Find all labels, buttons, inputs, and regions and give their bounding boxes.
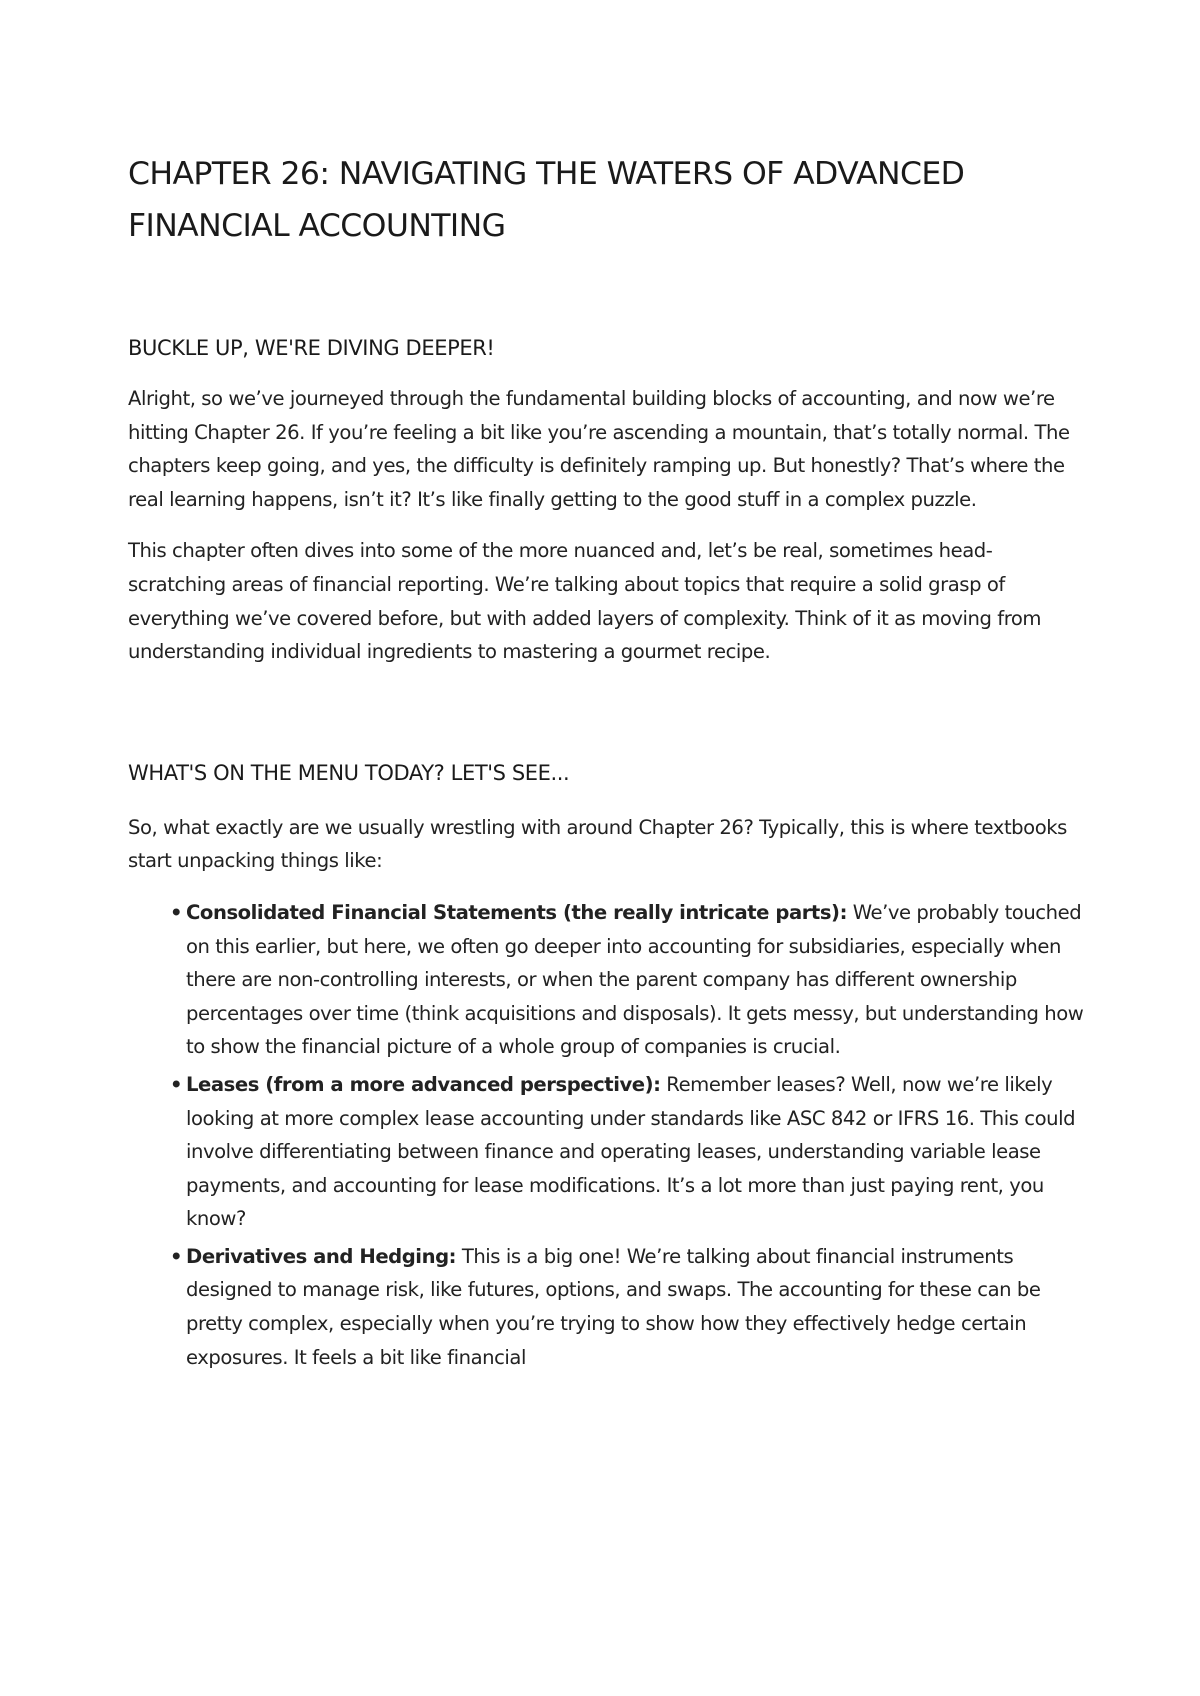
list-item-derivatives [170, 1240, 1088, 1374]
chapter-title: CHAPTER 26: NAVIGATING THE WATERS OF ADVANCED FINANCIAL ACCOUNTING [128, 156, 965, 244]
document-page [128, 148, 1088, 1378]
body-paragraph-intro: Alright, so we’ve journeyed through the fundamental building blocks of accounting, and now we’re hitting Chapter 26. If you’re feeling a bit like you’re ascending a mountain, that’s totally normal. The chapters keep going, and yes, the difficulty is definitely ramping up. But honestly? That’s where the real learning happens, isn’t it? It’s like finally getting to the good stuff in a complex puzzle. [128, 387, 1070, 511]
section-heading-menu: WHAT'S ON THE MENU TODAY? LET'S SEE... [128, 760, 570, 785]
topic-list [128, 896, 1088, 1374]
list-item-text: Remember leases? Well, now we’re likely looking at more complex lease accounting under standards like ASC 842 or IFRS 16. This could involve differentiating between finance and operating leases, understanding variable lease payments, and accounting for lease modifications. It’s a lot more than just paying rent, you know? [186, 1072, 1076, 1231]
list-item-text: We’ve probably touched on this earlier, but here, we often go deeper into accounting for subsidiaries, especially when there are non-controlling interests, or when the parent company has different ownership percentages over time (think acquisitions and disposals). It gets messy, but understanding how to show the financial picture of a whole group of companies is crucial. [186, 900, 1084, 1059]
bullet-marker: • [170, 900, 183, 924]
list-item-leases [170, 1068, 1088, 1236]
list-item-text: This is a big one! We’re talking about financial instruments designed to manage risk, like futures, options, and swaps. The accounting for these can be pretty complex, especially when you’re trying to show how they effectively hedge certain exposures. It feels a bit like financial [186, 1244, 1041, 1369]
bullet-marker: • [170, 1244, 183, 1268]
list-item-term: Consolidated Financial Statements (the really intricate parts): [186, 900, 847, 924]
section-heading-buckle-up: BUCKLE UP, WE'RE DIVING DEEPER! [128, 336, 495, 360]
list-item-term: Derivatives and Hedging: [186, 1244, 457, 1268]
body-paragraph-topics-intro: So, what exactly are we usually wrestling with around Chapter 26? Typically, this is where textbooks start unpacking things like: [128, 815, 1067, 873]
bullet-marker: • [170, 1072, 183, 1096]
list-item-term: Leases (from a more advanced perspective): [186, 1072, 661, 1096]
list-item-consolidated [170, 896, 1088, 1064]
body-paragraph-nuanced: This chapter often dives into some of the more nuanced and, let’s be real, sometimes head-scratching areas of financial reporting. We’re talking about topics that require a solid grasp of everything we’ve covered before, but with added layers of complexity. Think of it as moving from understanding individual ingredients to mastering a gourmet recipe. [128, 539, 1042, 664]
